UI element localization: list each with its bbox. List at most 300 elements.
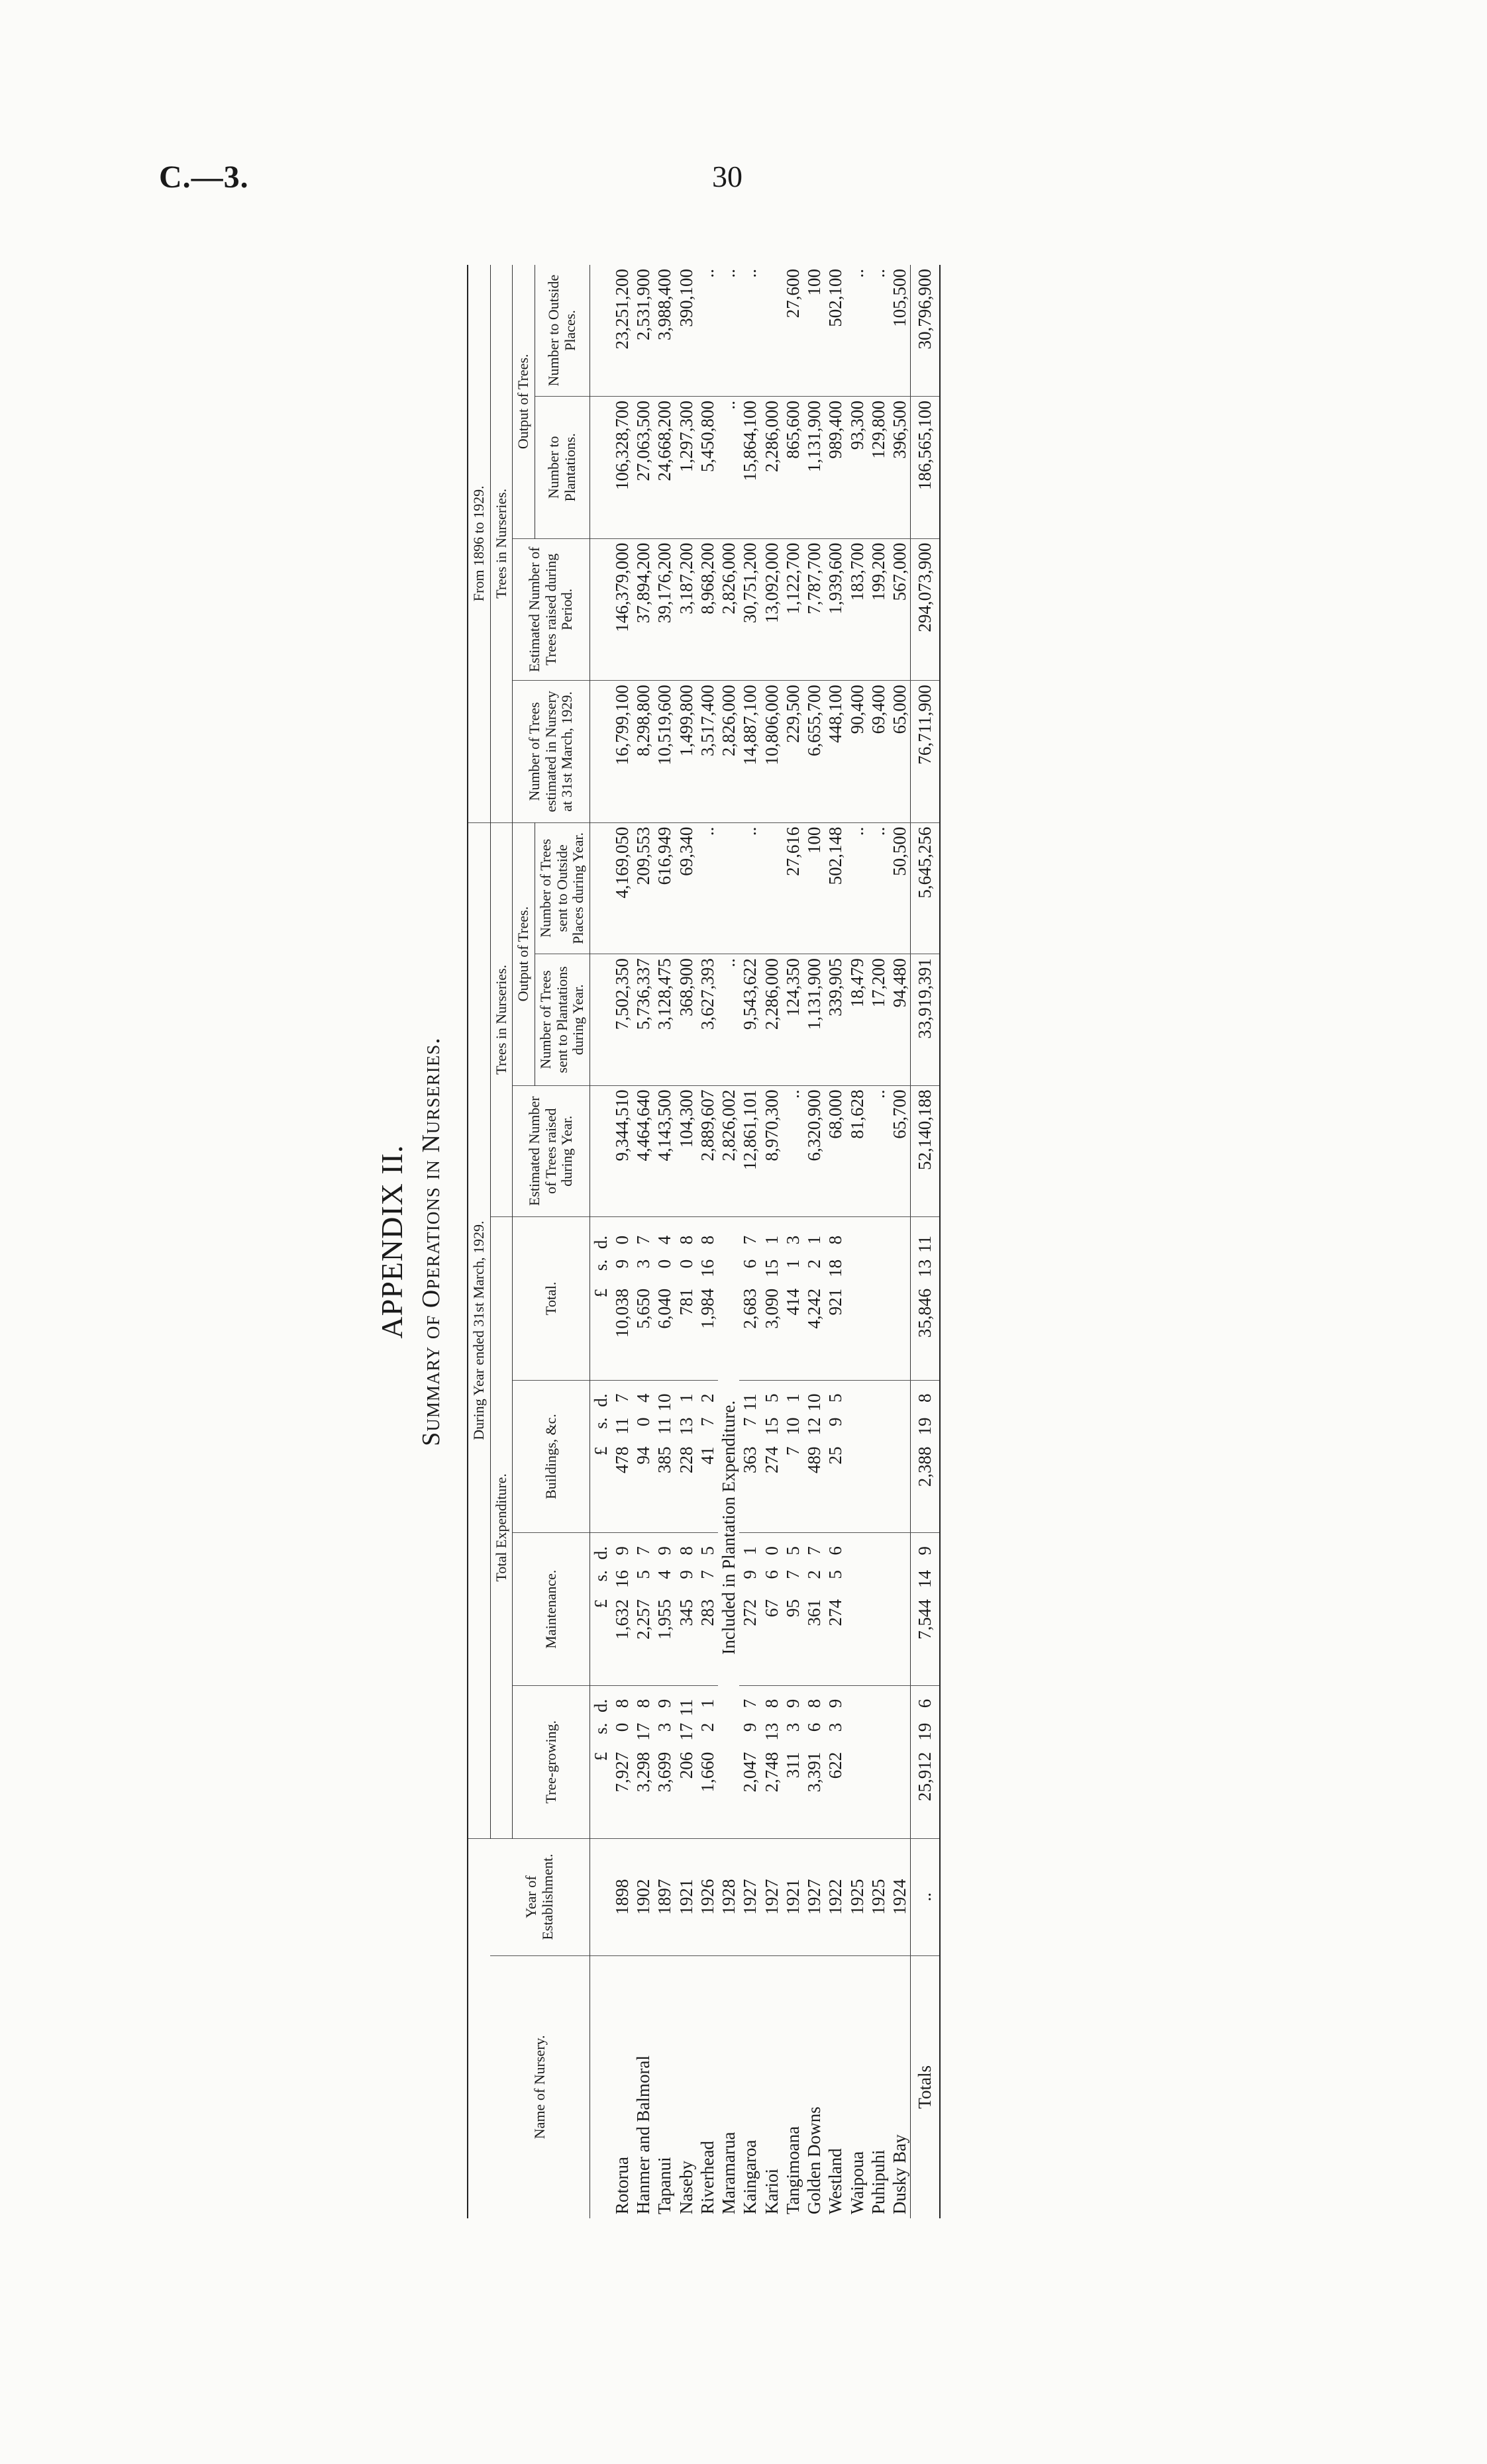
total-cell-pence: 3 (782, 1235, 803, 1245)
buildings-cell (761, 1380, 782, 1533)
tree-growing-cell-pounds: 7,927 (611, 1751, 632, 1793)
totals-buildings-pounds: 2,388 (915, 1446, 935, 1487)
to-outside-cell: 23,251,200 (611, 265, 633, 397)
document-code: C.—3. (159, 160, 249, 195)
year-est-cell: 1902 (633, 1838, 654, 1955)
pound-label: £ (590, 1288, 611, 1298)
pence-label: d. (590, 1393, 611, 1407)
to-outside-cell: 105,500 (889, 265, 911, 397)
total-cell-pence: 7 (740, 1235, 760, 1245)
total-cell-pounds: 2,683 (740, 1288, 760, 1329)
blank-cell (868, 1533, 889, 1686)
buildings-cell (825, 1380, 846, 1533)
sent-outside-year-cell: 209,553 (633, 822, 654, 954)
to-outside-cell: 390,100 (676, 265, 697, 397)
maintenance-cell-pounds: 345 (676, 1599, 696, 1626)
shilling-label: s. (590, 1417, 611, 1429)
col-est-raised-period: Estimated Number of Trees raised during Period. (513, 538, 590, 681)
group-year: During Year ended 31st March, 1929. (468, 822, 490, 1838)
tree-growing-cell (633, 1685, 654, 1838)
buildings-cell-shillings: 11 (611, 1417, 632, 1435)
blank-cell (868, 1685, 889, 1838)
buildings-cell-pence: 2 (697, 1393, 717, 1403)
blank-cell (889, 1380, 911, 1533)
tree-growing-cell (803, 1685, 825, 1838)
sent-plantations-year-cell: 17,200 (868, 954, 889, 1085)
maintenance-cell (697, 1533, 718, 1686)
est-raised-period-cell: 199,200 (868, 538, 889, 681)
maintenance-cell-shillings: 4 (654, 1570, 675, 1579)
sent-outside-year-cell: 616,949 (654, 822, 675, 954)
to-outside-cell: .. (697, 265, 718, 397)
to-outside-cell: 3,988,400 (654, 265, 675, 397)
maintenance-cell-shillings: 2 (804, 1570, 825, 1579)
total-cell-shillings: 0 (654, 1259, 675, 1269)
sent-plantations-year-cell: 94,480 (889, 954, 911, 1085)
total-cell (761, 1217, 782, 1381)
sent-plantations-year-cell: 7,502,350 (611, 954, 633, 1085)
buildings-cell (654, 1380, 675, 1533)
nursery-name-cell: Dusky Bay (890, 2134, 910, 2214)
total-cell-pounds: 921 (825, 1288, 846, 1316)
sent-plantations-year-cell: 5,736,337 (633, 954, 654, 1085)
pence-label: d. (590, 1235, 611, 1250)
sent-outside-year-cell: .. (868, 822, 889, 954)
buildings-cell-pence: 1 (782, 1393, 803, 1403)
to-outside-cell: .. (718, 265, 739, 397)
total-cell-pounds: 5,650 (633, 1288, 654, 1329)
totals-tree-growing (911, 1685, 940, 1838)
shilling-label: s. (590, 1722, 611, 1735)
buildings-cell-pounds: 274 (761, 1446, 782, 1474)
total-cell-shillings: 2 (804, 1259, 825, 1269)
maintenance-cell-pence: 1 (740, 1546, 760, 1555)
nursery-operations-table (467, 265, 941, 2218)
table-row (654, 265, 675, 2218)
buildings-cell-shillings: 12 (804, 1417, 825, 1436)
buildings-cell-pounds: 363 (740, 1446, 760, 1474)
sent-plantations-year-cell: 339,905 (825, 954, 846, 1085)
tree-growing-cell (739, 1685, 760, 1838)
to-outside-cell: 2,531,900 (633, 265, 654, 397)
blank-cell (868, 1217, 889, 1381)
maintenance-cell-pence: 8 (676, 1546, 696, 1555)
nursery-name-cell: Tapanui (654, 2157, 675, 2214)
buildings-cell-pence: 5 (825, 1393, 846, 1403)
table-row (676, 265, 697, 2218)
tree-growing-cell (825, 1685, 846, 1838)
group-period: From 1896 to 1929. (468, 265, 490, 822)
year-est-cell: 1927 (803, 1838, 825, 1955)
sent-plantations-year-cell: 18,479 (846, 954, 868, 1085)
total-cell-shillings: 9 (611, 1259, 632, 1269)
to-outside-cell: .. (739, 265, 760, 397)
total-cell-pounds: 3,090 (761, 1288, 782, 1329)
year-est-cell: 1925 (846, 1838, 868, 1955)
buildings-cell-pence: 5 (761, 1393, 782, 1403)
maintenance-cell-pounds: 274 (825, 1599, 846, 1626)
to-outside-cell: 502,100 (825, 265, 846, 397)
est-raised-year-cell: 104,300 (676, 1085, 697, 1216)
nursery-name-cell: Hanmer and Balmoral (633, 2055, 654, 2214)
buildings-cell-pounds: 7 (782, 1446, 803, 1456)
to-plantations-cell: 27,063,500 (633, 397, 654, 539)
buildings-cell-pounds: 41 (697, 1446, 717, 1465)
sent-outside-year-cell: 4,169,050 (611, 822, 633, 954)
sent-plantations-year-cell: 368,900 (676, 954, 697, 1085)
est-raised-period-cell: 13,092,000 (761, 538, 782, 681)
sent-plantations-year-cell: 3,627,393 (697, 954, 718, 1085)
total-cell (676, 1217, 697, 1381)
tree-growing-cell-pounds: 622 (825, 1751, 846, 1779)
to-outside-cell: 30,796,900 (911, 265, 940, 397)
tree-growing-cell-pounds: 3,391 (804, 1751, 825, 1793)
est-raised-period-cell: 146,379,000 (611, 538, 633, 681)
col-tree-growing: Tree-growing. (513, 1685, 590, 1838)
appendix-title: APPENDIX II. (375, 1144, 409, 1339)
blank-cell (846, 1685, 868, 1838)
page-number: 30 (712, 160, 743, 193)
in-nursery-cell: 90,400 (846, 681, 868, 823)
table-row (846, 265, 868, 2218)
total-cell (803, 1217, 825, 1381)
sent-outside-year-cell (761, 822, 782, 954)
maintenance-cell-pence: 9 (611, 1546, 632, 1555)
table-row (803, 265, 825, 2218)
col-name: Name of Nursery. (490, 1955, 590, 2218)
nursery-name-cell: Maramarua (719, 2132, 739, 2214)
to-plantations-cell: 865,600 (782, 397, 803, 539)
maintenance-cell-pounds: 283 (697, 1599, 717, 1626)
maintenance-cell (803, 1533, 825, 1686)
tree-growing-cell (782, 1685, 803, 1838)
total-cell-pence: 1 (761, 1235, 782, 1245)
maintenance-cell-pence: 9 (654, 1546, 675, 1555)
totals-year-cell: .. (911, 1838, 940, 1955)
in-nursery-cell: 10,806,000 (761, 681, 782, 823)
tree-growing-cell-pence: 7 (740, 1699, 760, 1708)
table-row (633, 265, 654, 2218)
tree-growing-cell-pounds: 311 (782, 1751, 803, 1779)
group-trees-year: Trees in Nurseries. (490, 822, 513, 1216)
totals-buildings-shillings: 19 (915, 1417, 935, 1436)
year-est-cell: 1898 (611, 1838, 633, 1955)
to-plantations-cell: 24,668,200 (654, 397, 675, 539)
to-plantations-cell: 989,400 (825, 397, 846, 539)
in-nursery-cell: 2,826,000 (718, 681, 739, 823)
table-row (825, 265, 846, 2218)
totals-maintenance-pounds: 7,544 (915, 1599, 935, 1640)
tree-growing-cell-shillings: 9 (740, 1722, 760, 1732)
nursery-name-cell: Riverhead (697, 2141, 717, 2214)
buildings-cell-pounds: 94 (633, 1446, 654, 1465)
nursery-name-cell: Golden Downs (804, 2106, 825, 2214)
tree-growing-cell-pence: 8 (761, 1699, 782, 1708)
year-est-cell: 1926 (697, 1838, 718, 1955)
table-row (782, 265, 803, 2218)
nursery-name-cell: Waipoua (846, 2151, 867, 2214)
maintenance-cell-shillings: 9 (740, 1570, 760, 1579)
buildings-cell-shillings: 11 (654, 1417, 675, 1435)
buildings-cell-pounds: 385 (654, 1446, 675, 1474)
year-est-cell: 1928 (718, 1838, 739, 1955)
sent-plantations-year-cell: 9,543,622 (739, 954, 760, 1085)
totals-tree-growing-pounds: 25,912 (915, 1751, 935, 1802)
group-output-year: Output of Trees. (513, 822, 535, 1085)
tree-growing-cell (697, 1685, 718, 1838)
buildings-cell-shillings: 15 (761, 1417, 782, 1436)
est-raised-period-cell: 37,894,200 (633, 538, 654, 681)
maintenance-cell-pounds: 67 (761, 1599, 782, 1618)
blank-cell (846, 1217, 868, 1381)
est-raised-year-cell: 12,861,101 (739, 1085, 760, 1216)
total-cell-pounds: 1,984 (697, 1288, 717, 1329)
blank-cell (846, 1380, 868, 1533)
to-plantations-cell: 106,328,700 (611, 397, 633, 539)
nursery-name-cell: Kaingaroa (740, 2140, 760, 2214)
tree-growing-cell-pounds: 2,748 (761, 1751, 782, 1793)
year-est-cell: 1922 (825, 1838, 846, 1955)
totals-maintenance (911, 1533, 940, 1686)
to-outside-cell: 100 (803, 265, 825, 397)
totals-buildings (911, 1380, 940, 1533)
total-cell-pence: 1 (804, 1235, 825, 1245)
est-raised-year-cell: 68,000 (825, 1085, 846, 1216)
total-cell-pounds: 4,242 (804, 1288, 825, 1329)
tree-growing-cell-shillings: 2 (697, 1722, 717, 1732)
in-nursery-cell: 14,887,100 (739, 681, 760, 823)
sent-plantations-year-cell: .. (718, 954, 739, 1085)
est-raised-year-cell: 4,143,500 (654, 1085, 675, 1216)
summary-title: Summary of Operations in Nurseries. (417, 1037, 445, 1446)
to-plantations-cell: 5,450,800 (697, 397, 718, 539)
est-raised-year-cell: 2,889,607 (697, 1085, 718, 1216)
nursery-name-cell: Tangimoana (782, 2126, 803, 2214)
rotated-table-block (374, 265, 1076, 2218)
col-in-nursery: Number of Trees estimated in Nursery at 31st March, 1929. (513, 681, 590, 823)
pound-label: £ (590, 1599, 611, 1608)
maintenance-cell-pounds: 272 (740, 1599, 760, 1626)
table-row (868, 265, 889, 2218)
total-cell-shillings: 3 (633, 1259, 654, 1269)
total-cell-pence: 8 (825, 1235, 846, 1245)
sent-plantations-year-cell: 124,350 (782, 954, 803, 1085)
in-nursery-cell: 448,100 (825, 681, 846, 823)
total-cell-pence: 8 (676, 1235, 696, 1245)
col-est-raised-year: Estimated Number of Trees raised during Year. (513, 1085, 590, 1216)
total-cell-pounds: 6,040 (654, 1288, 675, 1329)
total-cell (697, 1217, 718, 1381)
est-raised-period-cell: 183,700 (846, 538, 868, 681)
est-raised-year-cell: 4,464,640 (633, 1085, 654, 1216)
total-cell-pence: 0 (611, 1235, 632, 1245)
blank-cell (889, 1217, 911, 1381)
est-raised-period-cell: 3,187,200 (676, 538, 697, 681)
sent-plantations-year-cell: 33,919,391 (911, 954, 940, 1085)
buildings-cell-pounds: 25 (825, 1446, 846, 1465)
col-total: Total. (513, 1217, 590, 1381)
est-raised-year-cell: 6,320,900 (803, 1085, 825, 1216)
est-raised-year-cell: 65,700 (889, 1085, 911, 1216)
buildings-cell-pounds: 489 (804, 1446, 825, 1474)
maintenance-cell-shillings: 5 (825, 1570, 846, 1579)
est-raised-period-cell: 294,073,900 (911, 538, 940, 681)
nursery-name-cell: Westland (825, 2148, 846, 2214)
est-raised-period-cell: 1,122,700 (782, 538, 803, 681)
maintenance-cell (654, 1533, 675, 1686)
to-plantations-cell: 396,500 (889, 397, 911, 539)
tree-growing-cell (611, 1685, 633, 1838)
total-cell (739, 1217, 760, 1381)
maintenance-cell-pounds: 1,955 (654, 1599, 675, 1640)
maintenance-cell-shillings: 6 (761, 1570, 782, 1579)
maintenance-cell-pounds: 361 (804, 1599, 825, 1626)
maintenance-cell-pence: 5 (697, 1546, 717, 1555)
sent-outside-year-cell (718, 822, 739, 954)
in-nursery-cell: 76,711,900 (911, 681, 940, 823)
buildings-cell (782, 1380, 803, 1533)
lsd-header-row (590, 265, 611, 2218)
to-outside-cell: .. (846, 265, 868, 397)
est-raised-year-cell: 52,140,188 (911, 1085, 940, 1216)
total-cell-pence: 7 (633, 1235, 654, 1245)
year-est-cell: 1925 (868, 1838, 889, 1955)
maintenance-cell-pence: 7 (804, 1546, 825, 1555)
col-to-outside: Number to Outside Places. (535, 265, 590, 397)
maintenance-cell-pence: 5 (782, 1546, 803, 1555)
maintenance-cell (782, 1533, 803, 1686)
est-raised-period-cell: 2,826,000 (718, 538, 739, 681)
tree-growing-cell (676, 1685, 697, 1838)
blank-cell (846, 1533, 868, 1686)
to-plantations-cell: 129,800 (868, 397, 889, 539)
maintenance-cell-shillings: 7 (697, 1570, 717, 1579)
maintenance-cell-shillings: 9 (676, 1570, 696, 1579)
buildings-cell-pence: 10 (804, 1393, 825, 1412)
totals-total (911, 1217, 940, 1381)
maintenance-cell-pounds: 2,257 (633, 1599, 654, 1640)
sent-outside-year-cell: 502,148 (825, 822, 846, 954)
buildings-cell-pence: 7 (611, 1393, 632, 1403)
to-plantations-cell: 1,131,900 (803, 397, 825, 539)
total-cell-shillings: 18 (825, 1259, 846, 1277)
totals-tree-growing-pence: 6 (915, 1699, 935, 1708)
maintenance-cell (676, 1533, 697, 1686)
in-nursery-cell: 10,519,600 (654, 681, 675, 823)
buildings-cell (633, 1380, 654, 1533)
est-raised-period-cell: 8,968,200 (697, 538, 718, 681)
to-plantations-cell: 93,300 (846, 397, 868, 539)
col-sent-plantations-year: Number of Trees sent to Plantations during Year. (535, 954, 590, 1085)
est-raised-year-cell: .. (782, 1085, 803, 1216)
blank-cell (889, 1685, 911, 1838)
maintenance-cell-pence: 0 (761, 1546, 782, 1555)
tree-growing-cell-shillings: 17 (633, 1722, 654, 1741)
buildings-cell (697, 1380, 718, 1533)
shilling-label: s. (590, 1570, 611, 1582)
tree-growing-cell-pounds: 1,660 (697, 1751, 717, 1793)
table-row (739, 265, 760, 2218)
sent-outside-year-cell: 100 (803, 822, 825, 954)
table-row (718, 265, 739, 2218)
pence-label: d. (590, 1699, 611, 1713)
buildings-cell (739, 1380, 760, 1533)
maintenance-cell (825, 1533, 846, 1686)
to-outside-cell: 27,600 (782, 265, 803, 397)
totals-label: Totals (911, 1955, 940, 2218)
total-cell (633, 1217, 654, 1381)
sent-outside-year-cell: .. (739, 822, 760, 954)
to-plantations-cell: 2,286,000 (761, 397, 782, 539)
in-nursery-cell: 229,500 (782, 681, 803, 823)
maintenance-cell-shillings: 7 (782, 1570, 803, 1579)
totals-row (911, 265, 940, 2218)
table-row (697, 265, 718, 2218)
blank-cell (889, 1533, 911, 1686)
in-nursery-cell: 16,799,100 (611, 681, 633, 823)
tree-growing-cell-shillings: 3 (825, 1722, 846, 1732)
totals-tree-growing-shillings: 19 (915, 1722, 935, 1741)
tree-growing-cell-pounds: 206 (676, 1751, 696, 1779)
in-nursery-cell: 8,298,800 (633, 681, 654, 823)
maintenance-cell (611, 1533, 633, 1686)
tree-growing-cell-pence: 8 (611, 1699, 632, 1708)
totals-buildings-pence: 8 (915, 1393, 935, 1403)
totals-total-shillings: 13 (915, 1259, 935, 1277)
buildings-cell-pence: 4 (633, 1393, 654, 1403)
buildings-cell (611, 1380, 633, 1533)
sent-plantations-year-cell: 1,131,900 (803, 954, 825, 1085)
tree-growing-cell-shillings: 3 (654, 1722, 675, 1732)
year-est-cell: 1921 (782, 1838, 803, 1955)
buildings-cell-pounds: 478 (611, 1446, 632, 1474)
est-raised-period-cell: 567,000 (889, 538, 911, 681)
buildings-cell-shillings: 7 (740, 1417, 760, 1427)
col-maintenance: Maintenance. (513, 1533, 590, 1686)
maintenance-cell (633, 1533, 654, 1686)
totals-maintenance-shillings: 14 (915, 1570, 935, 1589)
table-row (889, 265, 911, 2218)
maintenance-cell (761, 1533, 782, 1686)
group-trees-period: Trees in Nurseries. (490, 265, 513, 822)
shilling-label: s. (590, 1259, 611, 1271)
buildings-cell-shillings: 10 (782, 1417, 803, 1436)
totals-total-pounds: 35,846 (915, 1288, 935, 1338)
sent-outside-year-cell: 5,645,256 (911, 822, 940, 954)
total-cell-pounds: 10,038 (611, 1288, 632, 1338)
year-est-cell: 1921 (676, 1838, 697, 1955)
buildings-cell (803, 1380, 825, 1533)
tree-growing-cell-shillings: 0 (611, 1722, 632, 1732)
est-raised-period-cell: 7,787,700 (803, 538, 825, 681)
in-nursery-cell: 3,517,400 (697, 681, 718, 823)
maintenance-cell-pence: 7 (633, 1546, 654, 1555)
est-raised-period-cell: 39,176,200 (654, 538, 675, 681)
to-outside-cell (761, 265, 782, 397)
year-est-cell: 1927 (761, 1838, 782, 1955)
sent-outside-year-cell: 69,340 (676, 822, 697, 954)
to-plantations-cell: 15,864,100 (739, 397, 760, 539)
est-raised-year-cell: 8,970,300 (761, 1085, 782, 1216)
total-cell (782, 1217, 803, 1381)
maintenance-cell-shillings: 5 (633, 1570, 654, 1579)
to-outside-cell: .. (868, 265, 889, 397)
nursery-name-cell: Rotorua (611, 2157, 632, 2214)
total-cell (654, 1217, 675, 1381)
tree-growing-cell-shillings: 17 (676, 1722, 696, 1741)
pence-label: d. (590, 1546, 611, 1560)
tree-growing-cell-shillings: 6 (804, 1722, 825, 1732)
